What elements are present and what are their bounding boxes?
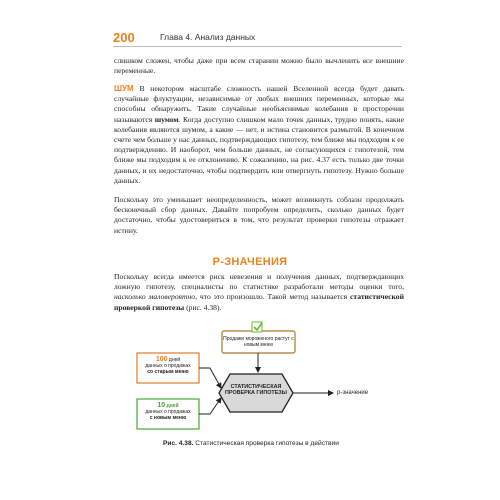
noise-bold-term: шумом bbox=[154, 114, 179, 124]
arrow-old-data bbox=[199, 368, 221, 388]
paragraph-top-italic: все bbox=[362, 56, 373, 65]
section-title: Р-ЗНАЧЕНИЯ bbox=[212, 256, 288, 268]
hexagon-label: СТАТИСТИЧЕСКАЯ ПРОВЕРКА ГИПОТЕЗЫ bbox=[225, 384, 287, 397]
pvalue-italic: насколько маловероятно bbox=[114, 292, 196, 302]
noise-text-a: В некотором масштабе сложность нашей Вселенной всегда будет давать случайные флуктуации, независимые от любых внешних переменных, которые мы способны обнаружить. Такие случайные необъяснимые колебания в просторечии называются bbox=[114, 84, 404, 124]
noise-tag: ШУМ bbox=[114, 84, 134, 93]
paragraph-top-text-b: внешние переменные. bbox=[114, 56, 404, 76]
new-menu-label bbox=[137, 403, 199, 421]
noise-text-b: . Когда доступно слишком мало точек данных, трудно понять, какие колебания являются шумом, а какие — нет, и истина становится размытой. В конечном счете чем больше у нас данных, подтверждающих гипотезу, тем ближе мы подходим к ее подтверждению. И наоборот, чем больше данных, не согласующихся с гипотезой, тем ближе мы подходим к ее отклонению. К сожалению, на рис. 4.37 есть только две точки данных, и их недостаточно, чтобы подтвердить или отвергнуть гипотезу. Нужно больше данных. bbox=[114, 114, 404, 185]
old-menu-line2: данных о продажах bbox=[145, 363, 191, 369]
pvalue-text-c: (рис. 4.38). bbox=[184, 302, 222, 312]
new-menu-days-unit: дней bbox=[166, 403, 179, 409]
pvalue-bold-term: статистической проверкой гипотезы bbox=[114, 292, 404, 312]
old-menu-line3: со старым меню bbox=[147, 369, 189, 375]
pvalue-text-b: , что это произошло. Такой метод называется bbox=[195, 292, 351, 302]
new-menu-days-number: 10 bbox=[157, 402, 166, 409]
new-menu-line2: данных о продажах bbox=[145, 409, 191, 415]
check-icon bbox=[252, 322, 262, 332]
hypothesis-label: Продажи мороженого растут с новым меню bbox=[223, 336, 294, 348]
paragraph-top-text-a: слишком сложен, чтобы даже при всем старании можно было вычленить bbox=[114, 56, 363, 65]
old-menu-days-unit: дней bbox=[168, 357, 181, 363]
figure-caption bbox=[163, 440, 423, 447]
arrow-new-data bbox=[199, 398, 221, 414]
new-menu-line3: с новым меню bbox=[149, 415, 187, 421]
paragraph-uncertainty: Поскольку это уменьшает неопределенность, может возникнуть соблазн продолжать бесконечный сбор данных. Давайте попробуем определить, сколько данных будет достаточно, чтобы удостовериться в том, что результат проверки гипотезы отражает истину. bbox=[114, 195, 404, 235]
page-number: 200 bbox=[113, 30, 135, 45]
old-menu-label bbox=[137, 357, 199, 375]
caption-text: Статистическая проверка гипотезы в действии bbox=[193, 440, 339, 447]
old-menu-days-number: 100 bbox=[155, 356, 168, 363]
p-value-label: p-значение bbox=[337, 390, 369, 396]
pvalue-text-a: Поскольку всегда имеется риск невезения и получения данных, подтверждающих ложную гипотезу, специалисты по статистике разработали методы оценки того, bbox=[114, 272, 404, 292]
caption-label: Рис. 4.38. bbox=[163, 440, 194, 447]
chapter-title: Глава 4. Анализ данных bbox=[160, 32, 256, 42]
